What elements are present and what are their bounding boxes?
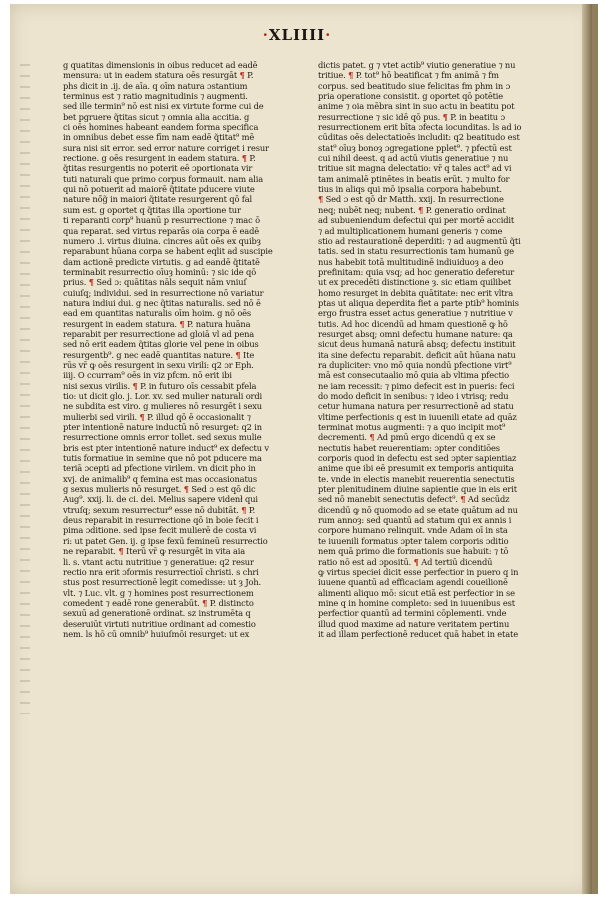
text-line: li. s. vtant actu nutritiue ⁊ generatiue: q2 resur	[63, 556, 254, 567]
text-line: ita sine defectu reparabit. deficit aūt hūana natu	[318, 349, 516, 360]
text-line: stio ad restaurationē deperditi: ⁊ ad augmentū q̃ti	[318, 235, 521, 246]
text-column-right	[318, 60, 546, 715]
text-line: nature nō̄g̃ in maiori q̃titate resurgerent qō fal	[63, 194, 253, 205]
folio-ornament-right: ·	[325, 26, 332, 44]
text-line: resurrectione ⁊ sic idē qō pus. ¶ P. in beatitu ɔ	[318, 111, 505, 122]
text-line: mā est consecutaalio mō quia ab vltima pfectio	[318, 370, 509, 381]
text-line: terminabit resurrectio oīuȝ hominū: ⁊ sic ide qō	[63, 266, 257, 277]
text-line: Aug⁹. xxij. li. de ci. dei. Melius sapere videnł qui	[63, 494, 258, 505]
text-line: tutis formatiue in semine que nō pot pducere ma	[63, 453, 262, 464]
text-line: mulierbi sed virili. ¶ P. illud qō ē occasionalit ⁊	[63, 411, 251, 422]
text-line: ci oēs homines habeant eandem forma specifica	[63, 122, 259, 133]
paragraph-mark: ¶	[183, 484, 189, 495]
text-line: rum annoȝ: sed quantū ad statum qui ex annis i	[318, 515, 512, 526]
text-line: nectutis habet reuerentiam: ɔpter conditiōes	[318, 442, 500, 453]
text-line: tam animalē ptinētes in beatis erūt. ⁊ multo for	[318, 173, 510, 184]
text-line: bris est pter intentionē nature induct⁹ ex defectu v	[63, 442, 269, 453]
text-line: tritiue sit magna delectatio: vr̄ q tales act⁹ ad vi	[318, 163, 512, 174]
text-line: stus post resurrectionē legit comedisse: ut ȝ Joh.	[63, 577, 262, 588]
text-line: ne reparabit. ¶ Iterū vr̄ ꝙ resurgēt in vita aia	[63, 546, 246, 557]
text-line: ead em quantitas naturalis oīm hoim. g nō oēs	[63, 308, 252, 319]
text-line: tio: ut dicit glo. j. Lor. xv. sed mulier naturali ordi	[63, 391, 263, 401]
text-line: tutis. Ad hoc dicendū ad hmam questionē ꝙ hō	[318, 318, 508, 329]
text-line: dam actionē predicte virtutis. g ad eandē q̃titatē	[63, 256, 260, 267]
text-line: ri: ut patet Gen. ij. g ipse fexū femineū resurrectio	[63, 535, 268, 546]
paragraph-mark: ¶	[460, 494, 466, 505]
text-line: tius in aliqs qui mō ipsalia corpora habebunt.	[318, 184, 502, 195]
text-line: mensura: ut in eadem statura oēs resurgāt ¶ P.	[63, 70, 254, 81]
paragraph-mark: ¶	[139, 411, 145, 422]
text-line: pria operatione consistit. g oportet qō potētie	[318, 91, 504, 102]
text-line: pter plenitudinem diuine sapientie que in eis erit	[318, 484, 517, 495]
paragraph-mark: ¶	[348, 70, 354, 81]
paragraph-mark: ¶	[318, 194, 324, 205]
text-line: ra dupliciter: vno mō quia nondū pfectione virt⁹	[318, 359, 512, 370]
paragraph-mark: ¶	[239, 70, 245, 81]
paragraph-mark: ¶	[235, 349, 241, 360]
text-line: terminus est ⁊ ratio magnitudinis ⁊ augmenti.	[63, 91, 248, 102]
text-line: terminat motus augmenti: ⁊ a quo incipit mot⁹	[318, 422, 506, 433]
text-line: vtruſq; sexum resurrectur⁹ esse nō dubitāt. ¶ P.	[63, 504, 256, 515]
text-line: ergo frustra esset actus generatiue ⁊ nutritiue v	[318, 308, 513, 319]
text-line: resurgentb⁹. g nec eadē quantitas nature. ¶ Ite	[63, 349, 255, 360]
text-line: illud quod maxime ad nature veritatem pertinu	[318, 618, 510, 629]
text-line: rūs vr̄ ꝙ oēs resurgent in sexu virili: q2 ɔr Eph.	[63, 359, 254, 370]
paragraph-mark: ¶	[179, 318, 185, 329]
text-line: alimenti aliquo mō: sicut etiā est perfectior in se	[318, 587, 515, 598]
text-line: resurrectionem erit bīta ɔfecta iocunditas. ls ad io	[318, 122, 522, 133]
text-line: qui nō potuerit ad maiorē q̃titate pducere viute	[63, 184, 255, 195]
text-line: ratio nō est ad ɔpositū. ¶ Ad tertiū dicendū	[318, 556, 493, 567]
paragraph-mark: ¶	[132, 380, 138, 391]
paragraph-mark: ¶	[118, 546, 124, 557]
text-line: reparabit per resurrectione ad gloiā vl ad pena	[63, 328, 255, 339]
text-line: iiij. O ccurram⁹ oēs in viz pfcm. nō erit ibi	[63, 370, 232, 381]
text-line: dicendū ꝙ nō quomodo ad se etate quātum ad nu	[318, 504, 518, 515]
text-line: nem quā primo die formationis sue habuit: ⁊ tō	[318, 546, 509, 557]
text-line: cui nihil deest. q ad actū viutis generatiue ⁊ nu	[318, 153, 509, 164]
paragraph-mark: ¶	[241, 504, 247, 515]
text-line: anime ⁊ oia mēbra sint in suo actu in beatitu pot	[318, 101, 515, 112]
text-line: natura indiui dui. g nec q̃titas naturalis. sed nō ē	[63, 297, 261, 308]
text-line: corpore humano relinquit. vnde Adam oī in sta	[318, 525, 508, 536]
text-line: nem. ls hō cū omnib⁹ huiuſmōi resurget: ut ex	[63, 628, 250, 639]
binding-gutter	[20, 64, 30, 714]
text-line: nus habebit totā multitudinē indiuiduoȝ a deo	[318, 256, 504, 267]
text-line: numero .i. virtus diuina. cincres aūt oēs ex quibȝ	[63, 235, 261, 246]
text-line: ¶ Sed ɔ est qō dr Matth. xxij. In resurrectione	[318, 194, 504, 205]
text-line: xvj. de animalib⁹ q femina est mas occasionatus	[63, 473, 257, 484]
text-line: corporis quod in defectu est sed ɔpter sapientiaz	[318, 453, 517, 464]
text-line: g quatitas dimensionis in oibus reducet ad eadē	[63, 60, 258, 70]
text-line: deseruiūt virtuti nutritiue ordinant ad comestio	[63, 618, 256, 629]
text-line: tatis. sed in statu resurrectionis tam humanū ge	[318, 246, 514, 257]
text-line: prius. ¶ Sed ɔ: quātitas nāls sequit nām vniuſ	[63, 277, 247, 288]
text-line: iuuene quantū ad efficaciam agendi coueilionē	[318, 577, 508, 588]
text-line: sexuū ad generationē ordinat. sz instrumēta q	[63, 608, 251, 619]
paragraph-mark: ¶	[88, 277, 94, 288]
text-line: anime que ibi eē presumit ex temporis antiquita	[318, 463, 514, 474]
text-line: nisi sexus virilis. ¶ P. in futuro oīs cessabit pfela	[63, 380, 257, 391]
paragraph-mark: ¶	[241, 153, 247, 164]
text-line: cetur humana natura per resurrectionē ad statu	[318, 401, 514, 412]
text-line: perfectior quantū ad termini cōplementi. vnde	[318, 608, 507, 619]
text-line: resurgent in eadem statura. ¶ P. natura huāna	[63, 318, 251, 329]
text-line: pter intentionē nature inductū nō resurget: q2 in	[63, 422, 262, 433]
text-line: reparabunt hūana corpa se habent eqlit ad suscipie	[63, 246, 273, 257]
text-line: ti reparanti corp⁹ huanū p resurrectione ⁊ mac ō	[63, 215, 260, 226]
text-line: te iuuenili formatus ɔpter talem corporis ɔditio	[318, 535, 509, 546]
text-line: sed ille termin⁹ nō est nisi ex virtute forme cui de	[63, 101, 264, 112]
text-line: sed nō erit eadem q̃titas glorie vel pene in oibus	[63, 339, 259, 350]
book-page	[10, 4, 598, 894]
folio-ornament-left: ·	[262, 26, 269, 44]
text-line: q̃titas resurgentis no poterit eē ɔportionata vir	[63, 163, 253, 174]
text-line: it ad illam perfectionē reducet quā habet in etate	[318, 628, 518, 639]
text-line: comedent ⁊ eadē rone generabūt. ¶ P. distincto	[63, 597, 254, 608]
text-line: mine q in homine completo: sed in iuuenibus est	[318, 597, 515, 608]
paragraph-mark: ¶	[413, 556, 419, 567]
text-line: in omnibus debet esse fīm nam eadē q̃titat⁹ mē	[63, 132, 255, 143]
text-line: g sexus mulieris nō resurget. ¶ Sed ɔ est qō dic	[63, 484, 256, 495]
text-line: rectio nra erit ɔformis resurrectioī christi. s chri	[63, 566, 259, 577]
text-line: vlt. ⁊ Luc. vlt. g ⁊ homines post resurrectionem	[63, 587, 254, 598]
text-line: cuiuſq; individui. sed in resurrectione nō variatur	[63, 287, 264, 298]
text-line: prefinitam: quia vsq; ad hoc generatio deferetur	[318, 266, 515, 277]
text-line: sicut deus humanā naturā absq; defectu instituit	[318, 339, 516, 350]
page-edge	[582, 4, 592, 894]
text-line: do modo deficit in senibus: ⁊ ideo i vtrisq; redu	[318, 391, 509, 401]
text-line: sum est. g oportet q q̃titas illa ɔportione tur	[63, 204, 241, 215]
text-line: te. vnde in electis manebit reuerentia senectutis	[318, 473, 515, 484]
text-line: ad subueniendum defectui qui per mortē accidit	[318, 215, 515, 226]
text-line: rectione. g oēs resurgent in eadem statura. ¶ P.	[63, 153, 256, 164]
folio-numeral: XLIIII	[268, 26, 326, 44]
text-line: teriā ɔcepti ad pfectione virilem. vn dicit pho in	[63, 463, 256, 474]
paragraph-mark: ¶	[442, 111, 448, 122]
text-line: ⁊ ad multiplicationem humani generis ⁊ come	[318, 225, 503, 236]
text-line: decrementi. ¶ Ad pmū ergo dicendū q ex se	[318, 432, 496, 443]
text-line: ne subdita est viro. g mulieres nō resurgēt i sexu	[63, 401, 262, 412]
paragraph-mark: ¶	[418, 204, 424, 215]
text-line: phs dicit in .ij. de aīa. q oīm natura ɔstantium	[63, 80, 248, 91]
text-line: ptas ut aliqua deperdita fiet a parte ptib⁹ hominis	[318, 297, 519, 308]
text-line: sura nisi sit error. sed error nature corriget i resur	[63, 142, 269, 153]
text-line: tritiue. ¶ P. tot⁹ hō beatificat ⁊ fm animā ⁊ fm	[318, 70, 499, 81]
paragraph-mark: ¶	[202, 597, 208, 608]
text-line: sed nō manebit senectutis defect⁹. ¶ Ad secūdz	[318, 494, 510, 505]
text-line: ꝙ virtus speciei dicit esse perfectior in puero q in	[318, 566, 519, 577]
text-line: stat⁹ oīuȝ bonoȝ ɔgregatione pplet⁹. ⁊ pfectū est	[318, 142, 512, 153]
text-column-left	[63, 60, 291, 715]
text-line: qua reparat. sed virtus reparās oia corpa ē eadē	[63, 225, 259, 236]
text-line: dictis patet. g ⁊ vtet actib⁹ viutio generatiue ⁊ nu	[318, 60, 516, 70]
folio-number	[242, 26, 352, 44]
text-line: deus reparabit in resurrectione qō in boie fecit i	[63, 515, 259, 526]
text-line: homo resurget in debita quātitate: nec erit vltra	[318, 287, 514, 298]
text-line: resurget absq; omni defectu humane nature: qa	[318, 328, 513, 339]
paragraph-mark: ¶	[369, 432, 375, 443]
text-line: vltime perfectionis q est in iuuenili etate ad quāz	[318, 411, 517, 422]
text-line: ne iam recessit: ⁊ pimo defecit est in pueris: feci	[318, 380, 515, 391]
text-line: resurrectione omnis error tollet. sed sexus mulie	[63, 432, 262, 443]
text-line: neq; nubēt neq; nubent. ¶ P. generatio ordinat	[318, 204, 506, 215]
text-line: cūditas oēs delectatioēs includit: q2 beatitudo est	[318, 132, 520, 143]
text-line: bet pgruere q̃titas sicut ⁊ omnia alia accitia. g	[63, 111, 250, 122]
text-line: tuti naturali que primo corpus formauit. nam alia	[63, 173, 264, 184]
text-line: ut ex precedēti distinctione ȝ. sic etiam quilibet	[318, 277, 512, 288]
text-line: corpus. sed beatitudo siue felicitas fm phm in ɔ	[318, 80, 511, 91]
text-line: pima ɔditione. sed ipse fecit mulierē de costa vi	[63, 525, 257, 536]
